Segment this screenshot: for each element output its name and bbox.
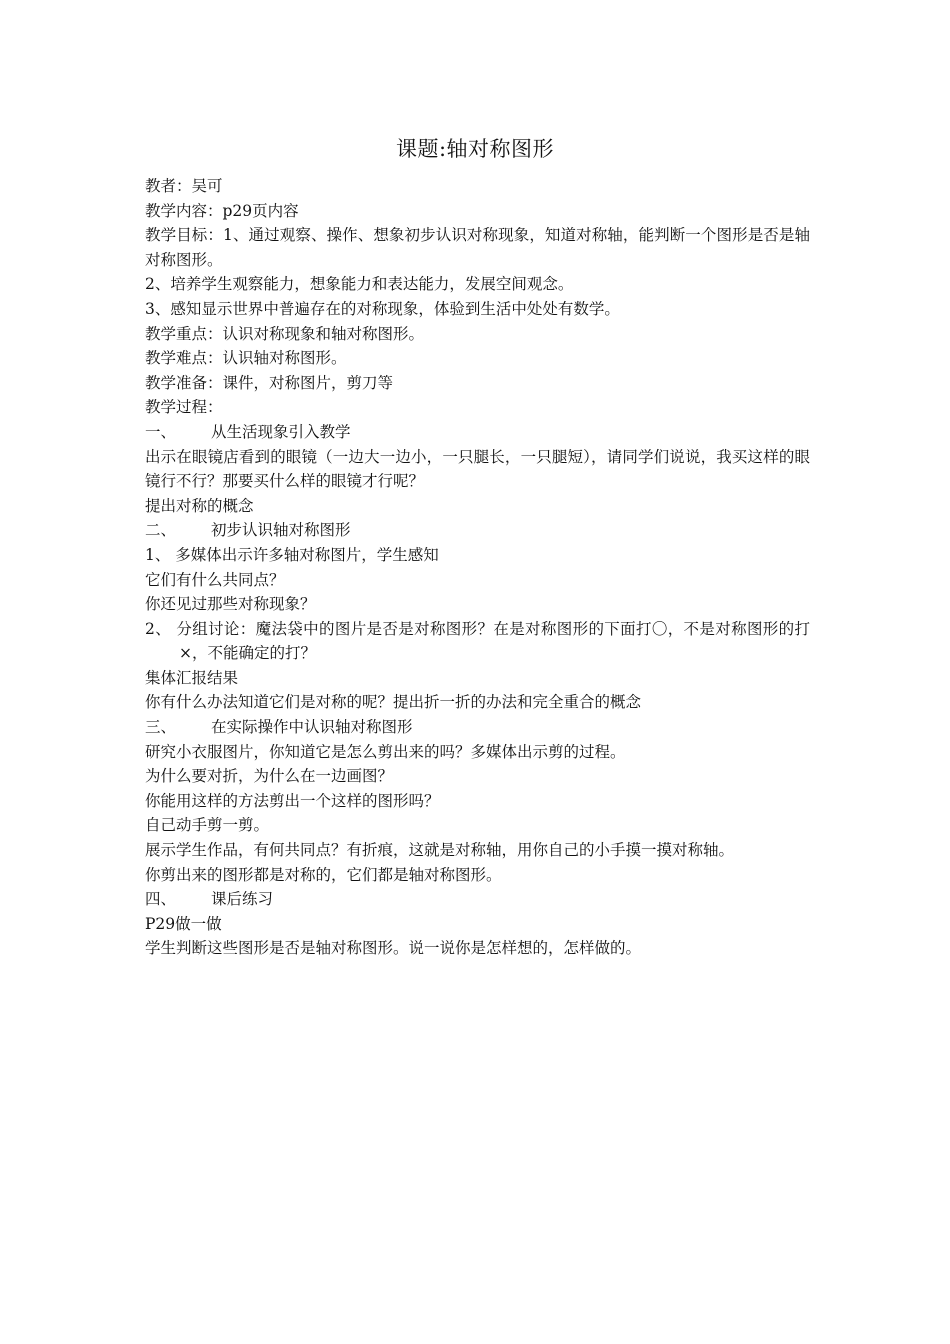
paragraph: 教学内容：p29页内容 <box>145 201 299 220</box>
document-body <box>145 174 810 961</box>
section-title: 课后练习 <box>211 890 274 909</box>
paragraph: 教学准备：课件，对称图片，剪刀等 <box>145 373 394 392</box>
paragraph: 研究小衣服图片，你知道它是怎么剪出来的吗？多媒体出示剪的过程。 <box>145 742 626 761</box>
section-title: 初步认识轴对称图形 <box>211 521 351 540</box>
paragraph: 自己动手剪一剪。 <box>145 816 270 835</box>
paragraph: 你有什么办法知道它们是对称的呢？提出折一折的办法和完全重合的概念 <box>145 693 642 712</box>
section-heading <box>145 420 810 445</box>
paragraph: 1、 多媒体出示许多轴对称图片，学生感知 <box>145 545 439 564</box>
paragraph: 出示在眼镜店看到的眼镜（一边大一边小，一只腿长，一只腿短），请同学们说说，我买这样的眼镜行不行？那要买什么样的眼镜才行呢？ <box>145 447 810 491</box>
paragraph: 教者：吴可 <box>145 177 223 195</box>
paragraph: 它们有什么共同点？ <box>145 570 285 589</box>
paragraph: 教学重点：认识对称现象和轴对称图形。 <box>145 324 425 343</box>
paragraph: 提出对称的概念 <box>145 496 254 515</box>
paragraph: 2、培养学生观察能力，想象能力和表达能力，发展空间观念。 <box>145 275 574 294</box>
paragraph: 你剪出来的图形都是对称的，它们都是轴对称图形。 <box>145 865 502 884</box>
section-title: 从生活现象引入教学 <box>211 422 351 441</box>
paragraph: 教学过程： <box>145 398 223 417</box>
paragraph: 2、 分组讨论：魔法袋中的图片是否是对称图形？在是对称图形的下面打〇，不是对称图形的打×，不能确定的打？ <box>145 619 810 663</box>
section-number: 三、 <box>145 718 177 737</box>
paragraph: P29做一做 <box>145 914 222 933</box>
document-title: 课题:轴对称图形 <box>395 137 555 161</box>
section-heading <box>145 518 810 543</box>
paragraph: 为什么要对折，为什么在一边画图？ <box>145 767 394 786</box>
paragraph: 展示学生作品，有何共同点？有折痕，这就是对称轴，用你自己的小手摸一摸对称轴。 <box>145 841 735 860</box>
section-number: 一、 <box>145 422 177 441</box>
section-title: 在实际操作中认识轴对称图形 <box>211 718 413 737</box>
paragraph: 3、感知显示世界中普遍存在的对称现象，体验到生活中处处有数学。 <box>145 299 620 318</box>
paragraph: 教学目标：1、通过观察、操作、想象初步认识对称现象，知道对称轴，能判断一个图形是否是轴对称图形。 <box>145 226 810 269</box>
section-heading <box>145 715 810 740</box>
paragraph: 学生判断这些图形是否是轴对称图形。说一说你是怎样想的，怎样做的。 <box>145 939 642 958</box>
section-number: 四、 <box>145 890 177 909</box>
paragraph: 你能用这样的方法剪出一个这样的图形吗？ <box>145 791 440 810</box>
paragraph: 你还见过那些对称现象？ <box>145 595 316 614</box>
section-number: 二、 <box>145 521 177 540</box>
section-heading <box>145 887 810 912</box>
paragraph: 教学难点：认识轴对称图形。 <box>145 349 347 368</box>
paragraph: 集体汇报结果 <box>145 668 239 687</box>
